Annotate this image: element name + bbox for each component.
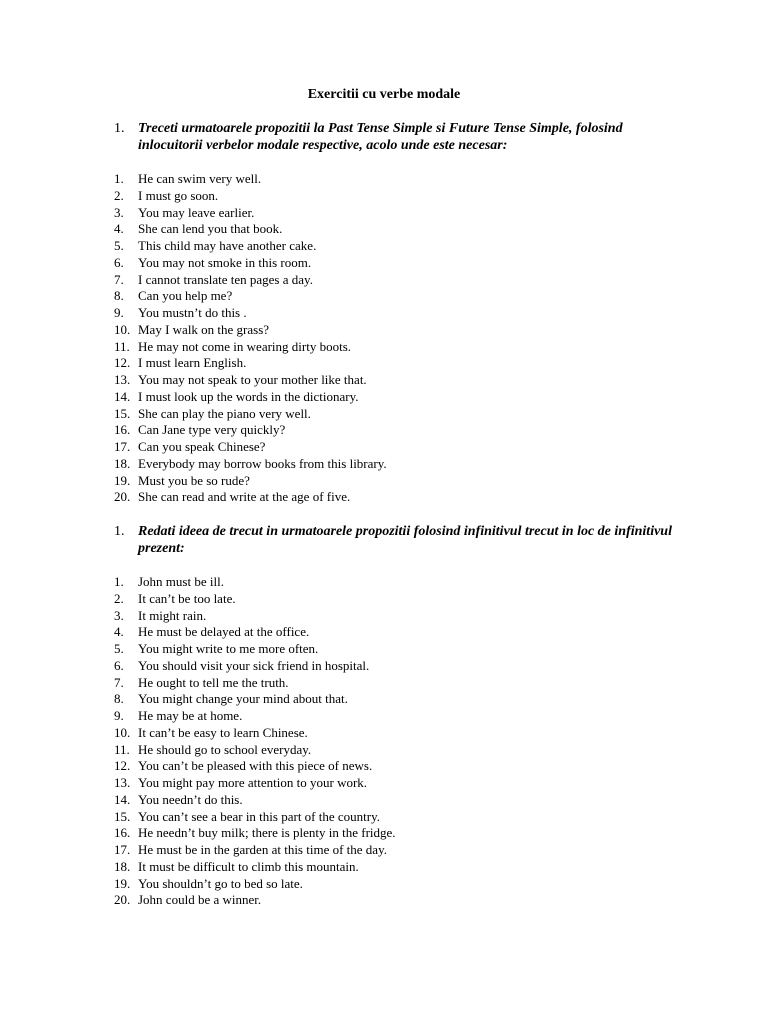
list-item: [0, 489, 768, 506]
item-text: John could be a winner.: [138, 892, 262, 908]
list-item: [0, 171, 768, 188]
item-text: You can’t see a bear in this part of the country.: [138, 808, 381, 824]
list-item: [0, 641, 768, 658]
list-item: [0, 255, 768, 272]
item-number: 16.: [114, 422, 131, 438]
item-text: Can Jane type very quickly?: [138, 422, 286, 438]
item-number: 11.: [114, 338, 130, 354]
list-item: [0, 339, 768, 356]
item-number: 14.: [114, 791, 131, 807]
list-item: [0, 389, 768, 406]
list-item: [0, 809, 768, 826]
list-item: [0, 725, 768, 742]
item-text: You shouldn’t go to bed so late.: [138, 875, 303, 891]
exercise-section-2: [0, 523, 768, 908]
exercise-instruction: [0, 120, 768, 156]
instruction-text: Treceti urmatoarele propozitii la Past Tense Simple si Future Tense Simple, folosind inlocuitorii verbelor modale respective, acolo unde este necesar:: [138, 121, 623, 153]
item-number: 9.: [114, 708, 124, 723]
list-item: [0, 439, 768, 456]
item-number: 14.: [114, 388, 131, 404]
exercise-section-1: [0, 120, 768, 505]
list-item: [0, 473, 768, 490]
item-number: 20.: [114, 892, 131, 908]
item-text: You should visit your sick friend in hospital.: [138, 657, 370, 673]
item-text: Can you help me?: [138, 288, 233, 304]
item-text: May I walk on the grass?: [138, 321, 270, 337]
item-number: 2.: [114, 590, 124, 606]
exercise-list: [0, 574, 768, 909]
list-item: [0, 322, 768, 339]
item-text: He ought to tell me the truth.: [138, 674, 289, 690]
exercise-list: [0, 171, 768, 506]
item-number: 10.: [114, 724, 131, 740]
item-text: It can’t be easy to learn Chinese.: [138, 724, 308, 740]
list-item: [0, 406, 768, 423]
item-number: 20.: [114, 489, 131, 505]
item-text: You might write to me more often.: [138, 641, 319, 656]
item-text: I cannot translate ten pages a day.: [138, 271, 313, 287]
list-item: [0, 372, 768, 389]
item-number: 9.: [114, 305, 124, 320]
item-text: He can swim very well.: [138, 171, 262, 186]
item-text: He may be at home.: [138, 708, 243, 723]
item-text: He must be delayed at the office.: [138, 624, 310, 640]
list-item: [0, 675, 768, 692]
item-number: 12.: [114, 758, 131, 774]
list-item: [0, 305, 768, 322]
list-item: [0, 456, 768, 473]
item-number: 3.: [114, 607, 124, 623]
exercise-instruction: [0, 523, 768, 559]
list-item: [0, 221, 768, 238]
item-number: 7.: [114, 674, 124, 690]
item-text: He needn’t buy milk; there is plenty in the fridge.: [138, 825, 396, 841]
item-number: 3.: [114, 204, 124, 220]
item-text: He must be in the garden at this time of the day.: [138, 842, 387, 857]
list-item: [0, 608, 768, 625]
list-item: [0, 272, 768, 289]
item-number: 15.: [114, 808, 131, 824]
list-item: [0, 288, 768, 305]
list-item: [0, 355, 768, 372]
list-item: [0, 742, 768, 759]
list-item: [0, 574, 768, 591]
item-text: You may leave earlier.: [138, 204, 255, 220]
item-text: I must learn English.: [138, 355, 247, 371]
list-item: [0, 624, 768, 641]
item-number: 6.: [114, 254, 124, 270]
item-number: 17.: [114, 842, 131, 857]
list-item: [0, 792, 768, 809]
item-number: 13.: [114, 372, 131, 387]
item-text: I must go soon.: [138, 187, 219, 203]
item-text: Can you speak Chinese?: [138, 439, 266, 454]
list-item: [0, 825, 768, 842]
item-number: 4.: [114, 624, 124, 640]
item-number: 5.: [114, 641, 124, 656]
item-text: It must be difficult to climb this mountain.: [138, 858, 359, 874]
list-item: [0, 892, 768, 909]
list-item: [0, 775, 768, 792]
item-text: John must be ill.: [138, 574, 224, 589]
list-item: [0, 238, 768, 255]
item-text: I must look up the words in the dictionary.: [138, 388, 359, 404]
instruction-number: 1.: [114, 524, 125, 539]
item-text: You mustn’t do this .: [138, 305, 247, 320]
item-text: He should go to school everyday.: [138, 741, 312, 757]
list-item: [0, 591, 768, 608]
list-item: [0, 205, 768, 222]
page-title: Exercitii cu verbe modale: [307, 87, 461, 102]
item-number: 13.: [114, 775, 131, 790]
list-item: [0, 876, 768, 893]
item-number: 10.: [114, 321, 131, 337]
item-text: She can read and write at the age of five.: [138, 489, 351, 505]
list-item: [0, 758, 768, 775]
item-number: 2.: [114, 187, 124, 203]
list-item: [0, 422, 768, 439]
instruction-number: 1.: [114, 121, 125, 136]
item-text: He may not come in wearing dirty boots.: [138, 338, 352, 354]
item-text: It can’t be too late.: [138, 590, 236, 606]
list-item: [0, 708, 768, 725]
item-number: 17.: [114, 439, 131, 454]
item-number: 6.: [114, 657, 124, 673]
item-text: You may not speak to your mother like that.: [138, 372, 367, 387]
list-item: [0, 691, 768, 708]
item-number: 12.: [114, 355, 131, 371]
item-text: She can lend you that book.: [138, 221, 283, 237]
item-number: 16.: [114, 825, 131, 841]
item-number: 8.: [114, 288, 124, 304]
item-number: 15.: [114, 405, 131, 421]
item-text: You may not smoke in this room.: [138, 254, 312, 270]
item-text: Must you be so rude?: [138, 472, 250, 488]
item-number: 1.: [114, 574, 124, 589]
item-text: You might change your mind about that.: [138, 691, 348, 707]
item-number: 5.: [114, 238, 124, 253]
list-item: [0, 188, 768, 205]
item-number: 18.: [114, 858, 131, 874]
item-text: You might pay more attention to your work.: [138, 775, 368, 790]
item-number: 7.: [114, 271, 124, 287]
item-text: This child may have another cake.: [138, 238, 317, 253]
item-text: You needn’t do this.: [138, 791, 243, 807]
item-number: 18.: [114, 455, 131, 471]
item-text: It might rain.: [138, 607, 207, 623]
list-item: [0, 859, 768, 876]
item-text: You can’t be pleased with this piece of news.: [138, 758, 373, 774]
item-text: Everybody may borrow books from this library.: [138, 455, 387, 471]
item-number: 11.: [114, 741, 130, 757]
item-text: She can play the piano very well.: [138, 405, 311, 421]
item-number: 8.: [114, 691, 124, 707]
instruction-text: Redati ideea de trecut in urmatoarele propozitii folosind infinitivul trecut in loc de infinitivul prezent:: [138, 524, 672, 556]
list-item: [0, 842, 768, 859]
item-number: 19.: [114, 472, 131, 488]
list-item: [0, 658, 768, 675]
item-number: 4.: [114, 221, 124, 237]
item-number: 19.: [114, 875, 131, 891]
item-number: 1.: [114, 171, 124, 186]
